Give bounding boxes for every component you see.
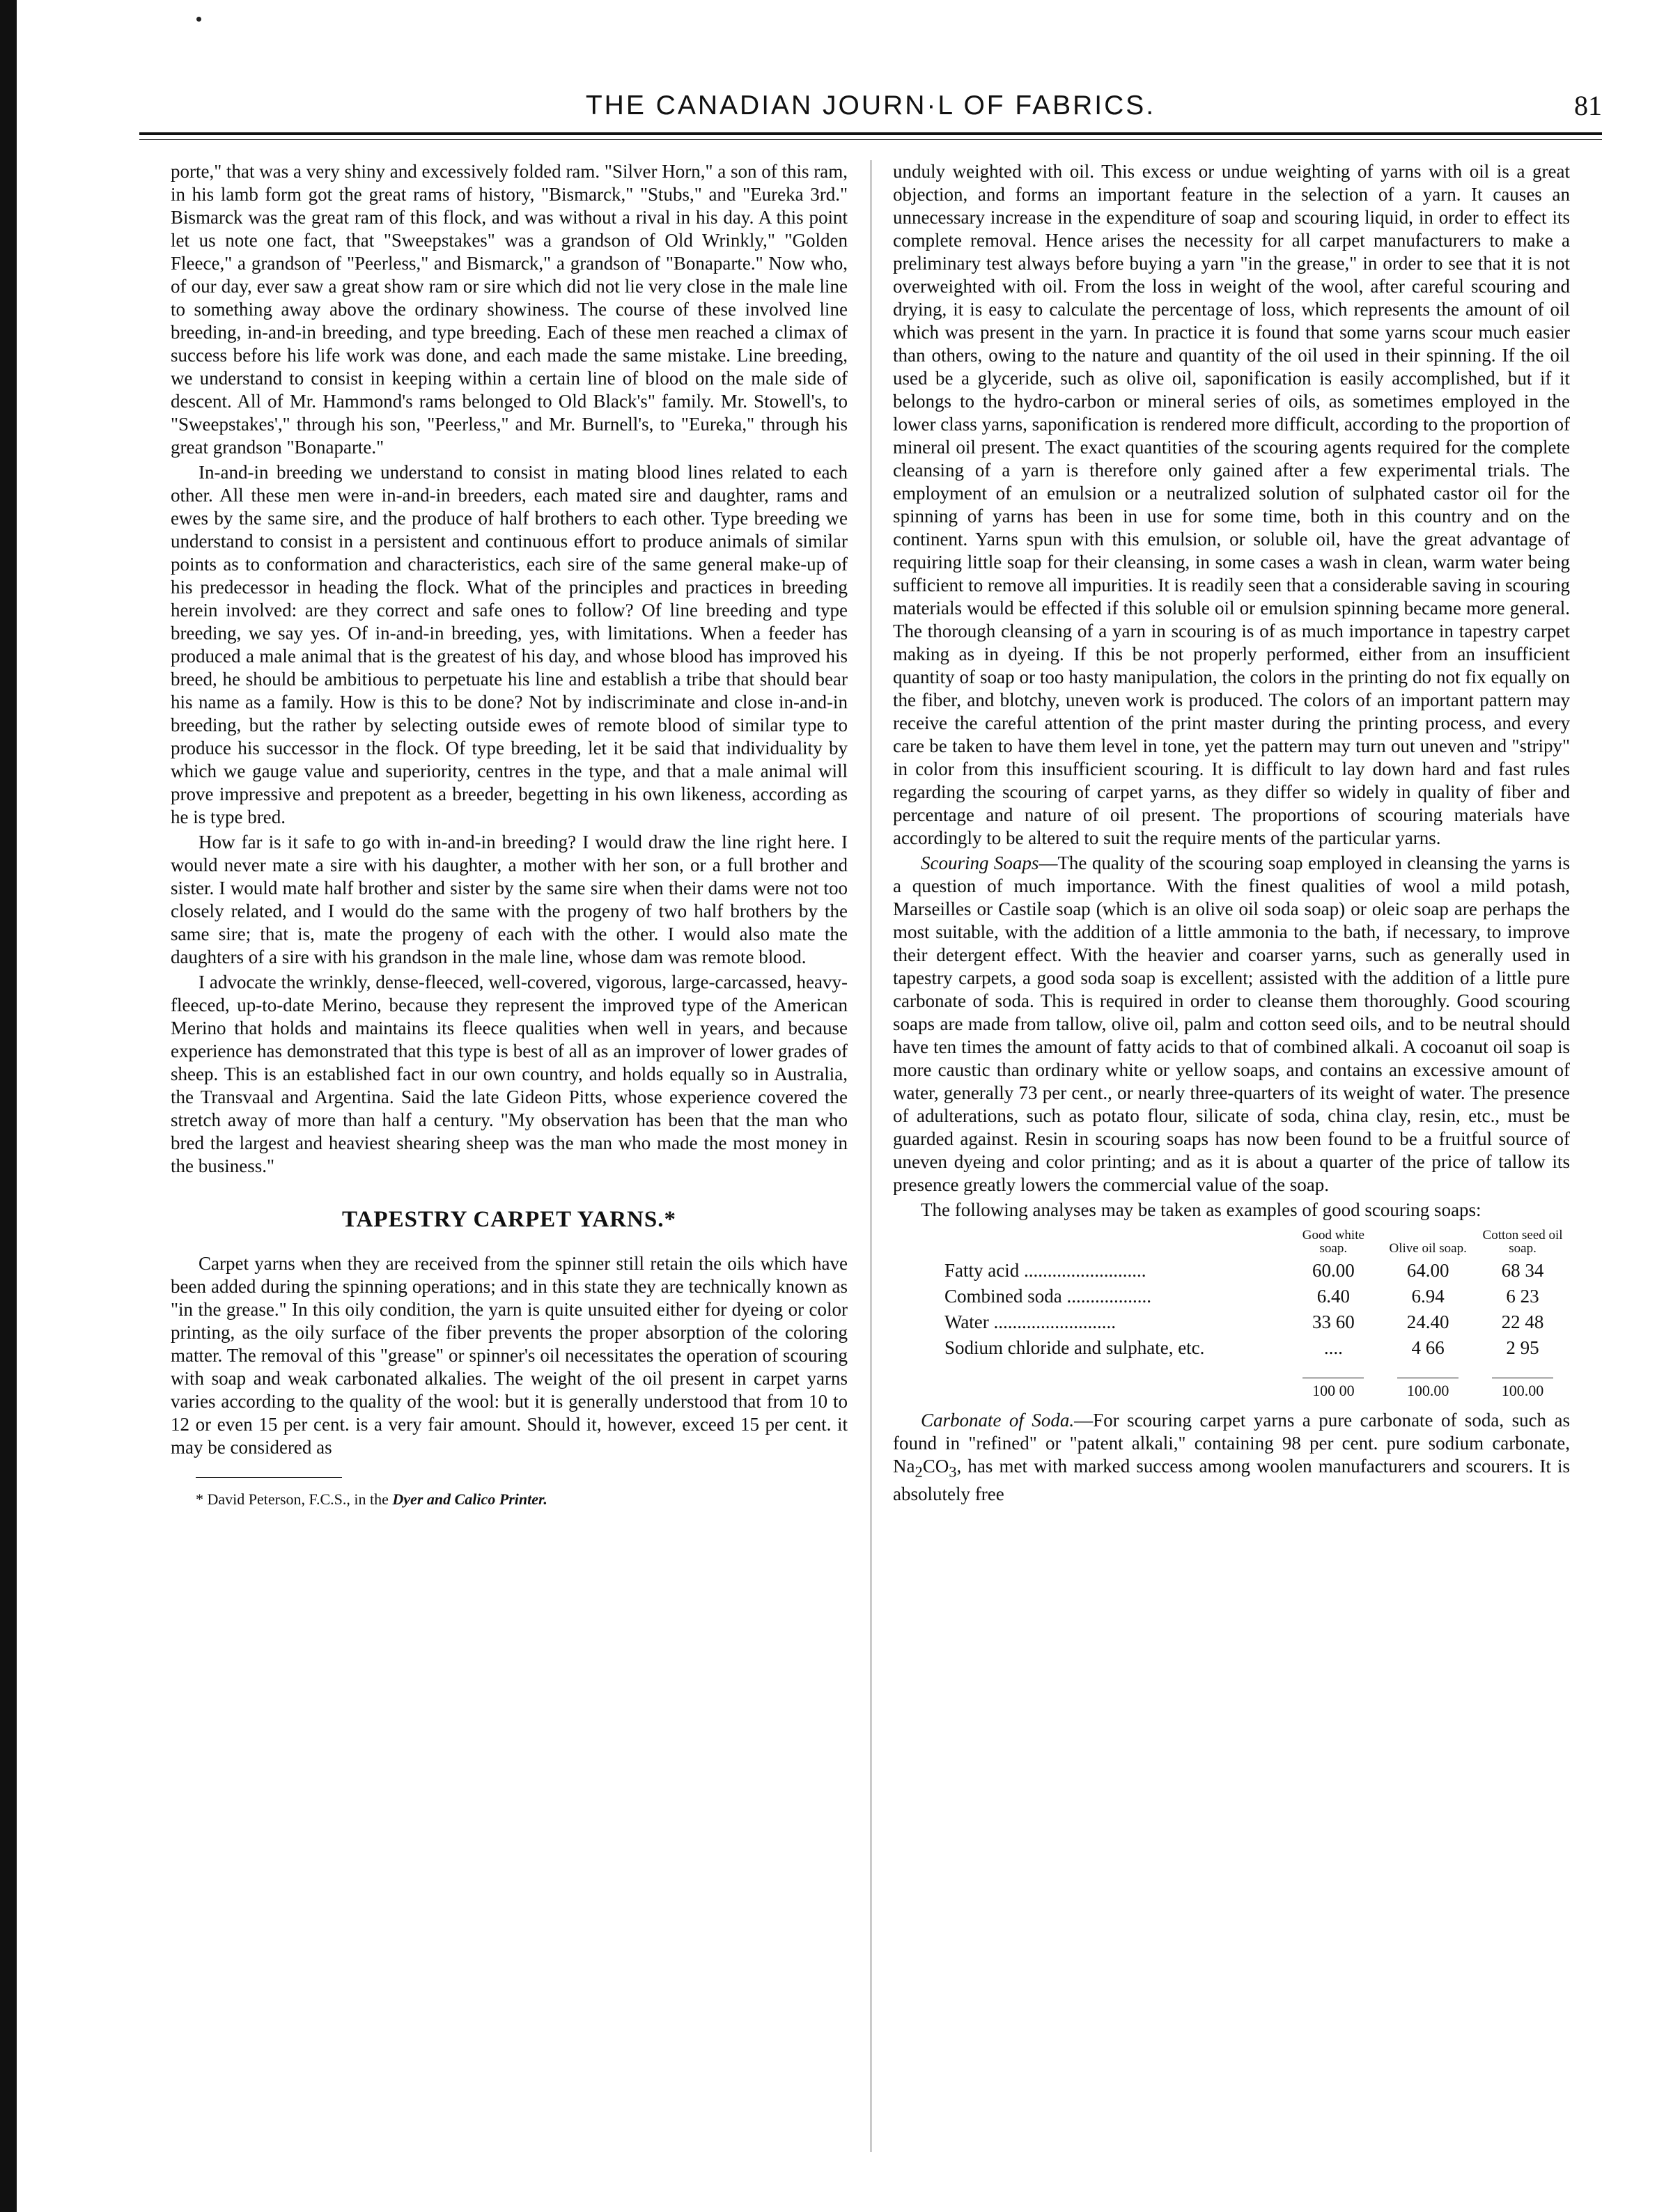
formula-text: CO <box>922 1456 949 1477</box>
row-label: Combined soda .................. <box>944 1286 1151 1307</box>
total-cell <box>1286 1361 1380 1403</box>
table-cell: 64.00 <box>1406 1260 1449 1281</box>
table-column-header: Good white soap. <box>1302 1228 1364 1256</box>
section-heading-scouring-soaps: Scouring Soaps <box>921 852 1039 873</box>
footnote-author: * David Peterson, F.C.S., in the <box>196 1490 393 1508</box>
section-text: , has met with marked success among woolen manufacturers and scourers. It is absolutely free <box>893 1456 1570 1505</box>
table-cell: .... <box>1323 1337 1343 1358</box>
table-cell: 68 34 <box>1501 1260 1544 1281</box>
table-total-row <box>940 1361 1570 1403</box>
table-row <box>940 1284 1570 1309</box>
table-cell: 6.94 <box>1411 1286 1445 1307</box>
total-value: 100 00 <box>1312 1382 1355 1399</box>
subscript: 3 <box>949 1463 957 1481</box>
body-paragraph: The following analyses may be taken as examples of good scouring soaps: <box>921 1199 1481 1220</box>
header-rule-thick <box>139 132 1602 135</box>
body-paragraph <box>893 1409 1570 1506</box>
article-title: TAPESTRY CARPET YARNS.* <box>342 1207 676 1232</box>
table-cell: 22 48 <box>1501 1311 1544 1332</box>
footnote-rule <box>196 1477 342 1478</box>
subscript: 2 <box>915 1463 923 1481</box>
total-value: 100.00 <box>1501 1382 1544 1399</box>
header-rule-thin <box>139 139 1602 140</box>
footnote <box>171 1488 848 1511</box>
table-row <box>940 1309 1570 1335</box>
running-header <box>139 84 1602 128</box>
table-row <box>940 1258 1570 1284</box>
table-header-blank <box>940 1229 1286 1258</box>
body-paragraph: Carpet yarns when they are received from the spinner still retain the oils which have been added during the spinning operations; and in this state they are technically known as "in the grease." In this oily condition, the yarn is quite unsuited either for dyeing or color printing, as the oily surface of the fiber prevents the proper absorption of the coloring matter. The removal of this "grease" or spinner's oil necessitates the operation of scouring with soap and weak carbonated alkalies. The weight of the oil present in carpet yarns varies according to the quality of the wool: but it is generally understood that from 10 to 12 or even 15 per cent. is a very fair amount. Should it, however, exceed 15 per cent. it may be considered as <box>171 1253 848 1458</box>
body-paragraph: unduly weighted with oil. This excess or undue weighting of yarns with oil is a great objection, and forms an important feature in the selection of a yarn. It causes an unnecessary increase in the expenditure of soap and scouring liquid, in order to effect its complete removal. Hence arises the necessity for all carpet manufacturers to make a preliminary test always before buying a yarn "in the grease," in order to see that it is not overweighted with oil. From the loss in weight of the wool, after careful scouring and drying, it is easy to calculate the percentage of loss, which represents the amount of oil which was present in the yarn. In practice it is found that some yarns scour much easier than others, owing to the nature and quantity of the oil used in their spinning. If the oil used be a glyceride, such as olive oil, saponification is easily accomplished, but if it belongs to the hydro-carbon or mineral series of oils, as sometimes employed in the lower class yarns, saponification is rendered more difficult, according to the proportion of mineral oil present. The exact quantities of the scouring agents required for the complete cleansing of a yarn is therefore only gained after a few experimental trials. The employment of an emulsion or a neutralized solution of sulphated castor oil for the spinning of yarns has been in use for some time, both in this country and on the continent. Yarns spun with this emulsion, or soluble oil, have the great advantage of requiring little soap for their cleansing, in some cases a wash in clean, warm water being sufficient to remove all impurities. It is readily seen that a considerable saving in scouring materials would be effected if this soluble oil or emulsion spinning became more general. The thorough cleansing of a yarn in scouring is of as much importance in tapestry carpet making as in dyeing. If this be not properly performed, either from an insufficient quantity of soap or too hasty manipulation, the colors in the printing do not fix equally on the fiber, and blotchy, uneven work is produced. The colors of an important pattern may receive the careful attention of the print master during the printing process, and every care be taken to have them level in tone, yet the pattern may turn out uneven and "stripy" in color from this insufficient scouring. It is difficult to lay down hard and fast rules regarding the scouring of carpet yarns, as they differ so widely in quality of fiber and percentage and nature of oil present. The proportions of scouring materials have accordingly to be altered to suit the require ments of the particular yarns. <box>893 161 1570 848</box>
row-label: Water .......................... <box>944 1311 1117 1332</box>
ink-speck <box>196 17 201 22</box>
left-column <box>171 160 848 1511</box>
right-column <box>893 160 1570 1506</box>
body-paragraph <box>893 852 1570 1197</box>
table-column-header: Olive oil soap. <box>1389 1241 1467 1256</box>
body-paragraph: porte," that was a very shiny and excessively folded ram. "Silver Horn," a son of this ram, in his lamb form got the great rams of history, "Bismarck," "Stubs," and "Eureka 3rd." Bismarck was the great ram of this flock, and was without a rival in his day. A this point let us note one fact, that "Sweepstakes" was a grandson of Old Wrinkly," "Golden Fleece," a grandson of "Peerless," and Bismarck," a grandson of "Bonaparte." Now who, of our day, ever saw a great show ram or sire which did not lie very close in the male line to something away above the ordinary showiness. The course of these involved line breeding, in-and-in breeding, and type breeding. Each of these men reached a climax of success before his life work was done, and each made the same mistake. Line breeding, we understand to consist in keeping within a certain line of blood on the male side of descent. All of Mr. Hammond's rams belonged to Old Black's" family. Mr. Stowell's, to "Sweepstakes'," through his son, "Peerless," and Mr. Burnell's, to "Eureka," through his great grandson "Bonaparte." <box>171 161 848 458</box>
body-paragraph: How far is it safe to go with in-and-in breeding? I would draw the line right here. I would never mate a sire with his daughter, a mother with her son, or a full brother and sister. I would mate half brother and sister by the same sire when their dams were not too closely related, and I would do the same with the progeny of two half brothers by the same sire; that is, mate the progeny of each with the other. I would also mate the daughters of a sire with his grandson in the male line, whose dam was remote blood. <box>171 832 848 967</box>
table-column-header: Cotton seed oil soap. <box>1482 1228 1563 1256</box>
section-heading-carbonate-of-soda: Carbonate of Soda. <box>921 1410 1075 1431</box>
table-cell: 33 60 <box>1312 1311 1355 1332</box>
footnote-source: Dyer and Calico Printer. <box>392 1490 547 1508</box>
total-cell <box>1475 1361 1570 1403</box>
table-cell: 2 95 <box>1506 1337 1539 1358</box>
table-cell: 60.00 <box>1312 1260 1355 1281</box>
body-paragraph: In-and-in breeding we understand to consist in mating blood lines related to each other. All these men were in-and-in breeders, each mated sire and daughter, rams and ewes by the same sire, and the produce of half brothers to each other. Type breeding we understand to consist in a persistent and continuous effort to produce animals of similar points as to conformation and characteristics, each sire of the same general make-up of his predecessor in heading the flock. What of the principles and practices in breeding herein involved: are they correct and safe ones to follow? Of line breeding and type breeding, we say yes. Of in-and-in breeding, yes, with limitations. When a feeder has produced a male animal that is the greatest of his day, and whose blood has improved his breed, he should be ambitious to perpetuate his line and establish a tribe that should bear his name as a family. How is this to be done? Not by indiscriminate and close in-and-in breeding, but the rather by selecting outside ewes of remote blood of similar type to produce his successor in the flock. Of type breeding, let it be said that individuality by which we gauge value and superiority, centres in the type, and that a male animal will prove impressive and prepotent as a breeder, begetting in his own likeness, according as he is type bred. <box>171 462 848 827</box>
page-number: 81 <box>1574 90 1602 121</box>
section-text: —For scouring carpet yarns a pure carbonate of soda, such as found in "refined" or "patent alkali," containing 98 per cent. pure sodium carbonate, Na <box>893 1410 1570 1477</box>
table-row <box>940 1335 1570 1361</box>
total-cell <box>1380 1361 1475 1403</box>
row-label: Sodium chloride and sulphate, etc. <box>944 1337 1205 1358</box>
table-cell: 24.40 <box>1406 1311 1449 1332</box>
table-cell: 6.40 <box>1316 1286 1350 1307</box>
row-label: Fatty acid .......................... <box>944 1260 1146 1281</box>
page-spine-shadow <box>0 0 17 2212</box>
total-value: 100.00 <box>1406 1382 1449 1399</box>
table-cell: 6 23 <box>1506 1286 1539 1307</box>
section-text: —The quality of the scouring soap employed in cleansing the yarns is a question of much importance. With the finest qualities of wool a mild potash, Marseilles or Castile soap (which is an olive oil soda soap) or oleic soap are perhaps the most suitable, with the addition of a little ammonia to the bath, if necessary, to improve their detergent effect. With the heavier and coarser yarns, such as generally used in tapestry carpets, a good soda soap is excellent; assisted with the addition of a little pure carbonate of soda. This is required in order to cleanse them thoroughly. Good scouring soaps are made from tallow, olive oil, palm and cotton seed oils, and to be neutral should have ten times the amount of fatty acids to that of combined alkali. A cocoanut oil soap is more caustic than ordinary white or yellow soaps, and contains an excessive amount of water, generally 73 per cent., or nearly three-quarters of its weight of water. The presence of adulterations, such as potato flour, silicate of soda, china clay, resin, etc., must be guarded against. Resin in scouring soaps has now been found to be a fruitful source of uneven dyeing and color printing; and as it is about a quarter of the price of tallow its presence greatly lowers the commercial value of the soap. <box>893 852 1571 1195</box>
soap-analysis-table <box>940 1229 1570 1403</box>
total-label-blank <box>940 1361 1286 1403</box>
journal-title: THE CANADIAN JOURN·L OF FABRICS. <box>585 91 1156 120</box>
table-cell: 4 66 <box>1411 1337 1445 1358</box>
body-paragraph: I advocate the wrinkly, dense-fleeced, well-covered, vigorous, large-carcassed, heavy-fleeced, up-to-date Merino, because they represent the improved type of the American Merino that holds and maintains its fleece qualities when well in years, and because experience has demonstrated that this type is best of all as an improver of lower grades of sheep. This is an established fact in our own country, and holds equally so in Australia, the Transvaal and Argentina. Said the late Gideon Pitts, whose experience covered the stretch away of more than half a century. "My observation has been that the man who bred the largest and heaviest shearing sheep was the man who made the most money in the business." <box>171 972 848 1176</box>
